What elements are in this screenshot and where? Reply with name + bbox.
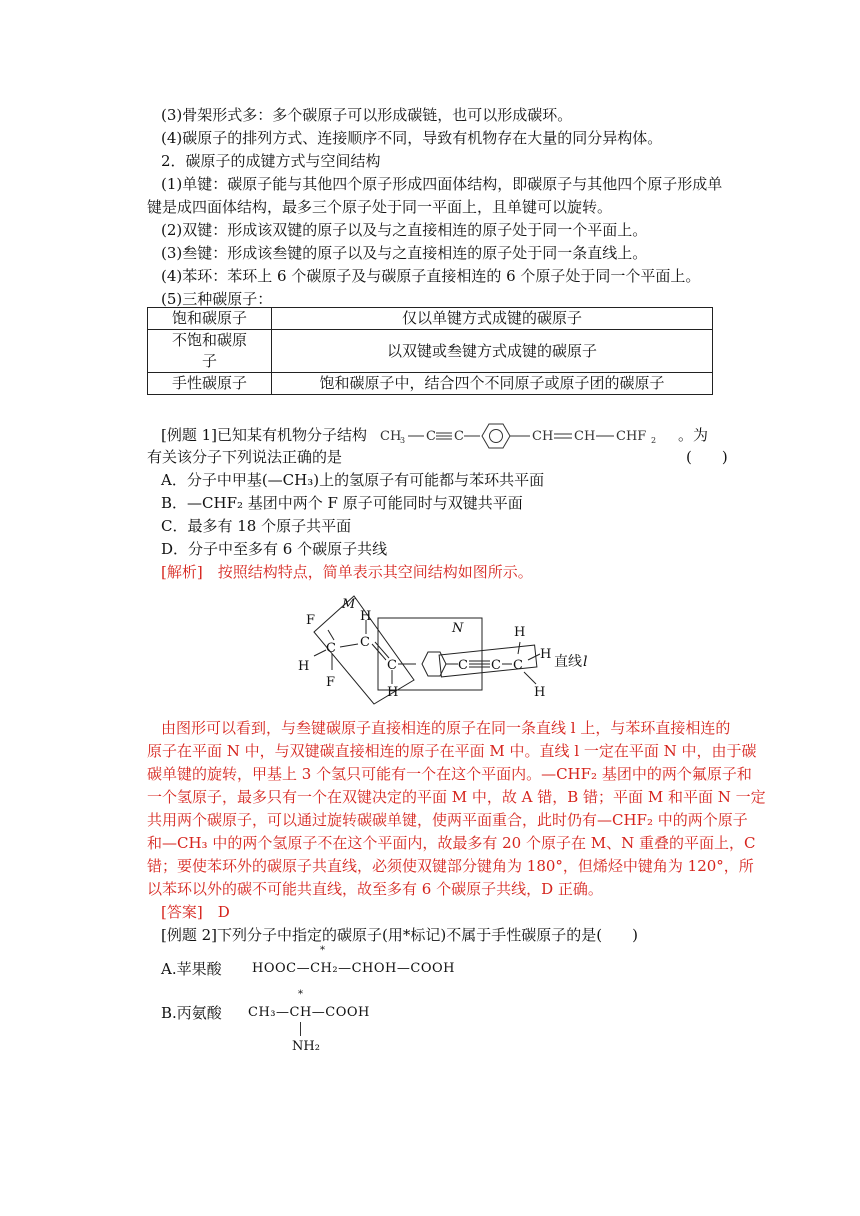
text-line: (3)叁键：形成该叁键的原子以及与之直接相连的原子处于同一条直线上。 bbox=[161, 244, 648, 262]
carbon-type-table bbox=[147, 307, 713, 395]
atom-label: H bbox=[540, 647, 552, 662]
atom-label: C bbox=[387, 658, 397, 673]
atom-label: C bbox=[326, 641, 336, 656]
text-line: 键是成四面体结构，最多三个原子处于同一平面上，且单键可以旋转。 bbox=[147, 198, 613, 216]
formula-c: C bbox=[426, 429, 436, 444]
table-cell: 不饱和碳原 子 bbox=[148, 330, 272, 373]
text-line: (5)三种碳原子： bbox=[161, 290, 273, 308]
text-line: (4)苯环：苯环上 6 个碳原子及与碳原子直接相连的 6 个原子处于同一个平面上。 bbox=[161, 267, 701, 285]
analysis-line: 一个氢原子，最多只有一个在双键决定的平面 M 中，故 A 错，B 错；平面 M 和平面 N 一定 bbox=[147, 788, 766, 806]
option-b-formula: CH₃—CH—COOH bbox=[248, 1005, 370, 1020]
table-cell: 饱和碳原子中，结合四个不同原子或原子团的碳原子 bbox=[272, 373, 713, 395]
benzene-ring-icon bbox=[482, 424, 510, 448]
line-l-label: 直线 bbox=[554, 654, 582, 670]
formula-ch: CH bbox=[574, 429, 596, 444]
atom-label: F bbox=[326, 675, 336, 690]
line-l-letter: l bbox=[583, 654, 588, 670]
analysis-line: 原子在平面 N 中，与双键碳直接相连的原子在平面 M 中。直线 l 一定在平面 N 中，由于碳 bbox=[147, 742, 757, 760]
atom-label: C bbox=[458, 658, 468, 673]
plane-m-label: M bbox=[342, 597, 356, 612]
table-row bbox=[148, 308, 713, 330]
formula-sub: 3 bbox=[400, 436, 406, 445]
atom-label: H bbox=[387, 685, 399, 700]
formula-c: C bbox=[454, 429, 464, 444]
table-cell: 以双键或叁键方式成键的碳原子 bbox=[272, 330, 713, 373]
option-d: D．分子中至多有 6 个碳原子共线 bbox=[161, 540, 388, 558]
atom-label: H bbox=[360, 609, 372, 624]
answer-line: [答案] D bbox=[161, 903, 230, 921]
molecule-formula bbox=[378, 421, 688, 451]
option-b-label: B.丙氨酸 bbox=[161, 1004, 222, 1022]
analysis-line: 以苯环以外的碳不可能共直线，故至多有 6 个碳原子共线，D 正确。 bbox=[147, 880, 603, 898]
atom-label: C bbox=[360, 635, 370, 650]
spatial-structure-diagram bbox=[292, 592, 592, 708]
table-row bbox=[148, 330, 713, 373]
formula-ch3: CH bbox=[380, 429, 402, 444]
atom-label: H bbox=[534, 685, 546, 700]
analysis-intro: [解析] 按照结构特点，简单表示其空间结构如图所示。 bbox=[161, 563, 533, 581]
analysis-line: 共用两个碳原子，可以通过旋转碳碳单键，使两平面重合，此时仍有—CHF₂ 中的两个原子 bbox=[147, 811, 748, 829]
table-cell: 仅以单键方式成键的碳原子 bbox=[272, 308, 713, 330]
option-a-label: A.苹果酸 bbox=[161, 960, 222, 978]
answer-bracket: ( ) bbox=[686, 448, 728, 466]
table-row bbox=[148, 373, 713, 395]
star-mark: * bbox=[298, 989, 303, 1000]
atom-label: H bbox=[298, 659, 310, 674]
analysis-line: 碳单键的旋转，甲基上 3 个氢只可能有一个在这个平面内。—CHF₂ 基团中的两个氟原子和 bbox=[147, 765, 752, 783]
example1-stem: 有关该分子下列说法正确的是 bbox=[147, 448, 343, 466]
option-b-substituent: NH₂ bbox=[292, 1039, 320, 1054]
bond-line bbox=[300, 1022, 301, 1036]
text-line: (2)双键：形成该双键的原子以及与之直接相连的原子处于同一个平面上。 bbox=[161, 221, 648, 239]
formula-chf2: CHF bbox=[616, 429, 647, 444]
analysis-line: 错；要使苯环外的碳原子共直线，必须使双键部分键角为 180°，但烯烃中键角为 120°，所 bbox=[147, 857, 754, 875]
option-c: C．最多有 18 个原子共平面 bbox=[161, 517, 352, 535]
formula-sub: 2 bbox=[651, 436, 657, 445]
plane-n bbox=[378, 618, 482, 690]
atom-label: H bbox=[514, 625, 526, 640]
table-cell: 饱和碳原子 bbox=[148, 308, 272, 330]
example2-stem: [例题 2]下列分子中指定的碳原子(用*标记)不属于手性碳原子的是( ) bbox=[161, 926, 638, 944]
analysis-line: 和—CH₃ 中的两个氢原子不在这个平面内，故最多有 20 个原子在 M、N 重叠的平面上，C bbox=[147, 834, 756, 852]
example1-stem: [例题 1]已知某有机物分子结构 bbox=[161, 426, 368, 444]
option-b: B．—CHF₂ 基团中两个 F 原子可能同时与双键共平面 bbox=[161, 494, 523, 512]
atom-label: C bbox=[491, 658, 501, 673]
example1-stem-end: 。为 bbox=[678, 426, 709, 444]
option-a: A．分子中甲基(—CH₃)上的氢原子有可能都与苯环共平面 bbox=[161, 471, 545, 489]
table-cell: 手性碳原子 bbox=[148, 373, 272, 395]
text-line: 2．碳原子的成键方式与空间结构 bbox=[161, 152, 381, 170]
analysis-line: 由图形可以看到，与叁键碳原子直接相连的原子在同一条直线 l 上，与苯环直接相连的 bbox=[161, 719, 731, 737]
text-line: (4)碳原子的排列方式、连接顺序不同，导致有机物存在大量的同分异构体。 bbox=[161, 129, 663, 147]
plane-n-label: N bbox=[452, 621, 464, 636]
formula-ch: CH bbox=[532, 429, 554, 444]
option-a-formula: HOOC—CH₂—CHOH—COOH bbox=[252, 961, 455, 976]
text-line: (1)单键：碳原子能与其他四个原子形成四面体结构，即碳原子与其他四个原子形成单 bbox=[161, 175, 723, 193]
atom-label: C bbox=[513, 658, 523, 673]
benzene-ring-icon bbox=[422, 652, 446, 676]
text-line: (3)骨架形式多：多个碳原子可以形成碳链，也可以形成碳环。 bbox=[161, 106, 573, 124]
star-mark: * bbox=[320, 945, 325, 956]
atom-label: F bbox=[306, 613, 316, 628]
